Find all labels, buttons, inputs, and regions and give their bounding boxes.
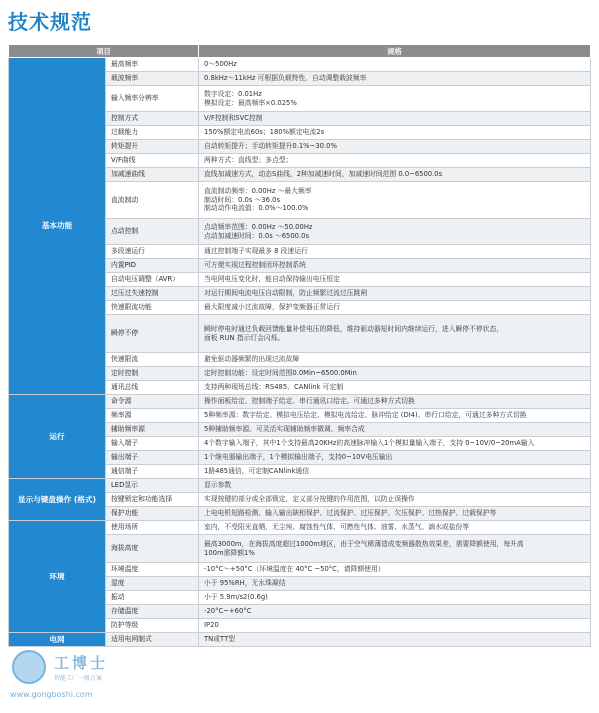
spec-cell	[199, 437, 591, 451]
item-cell: V/F曲线	[106, 154, 199, 168]
item-cell: 多段速运行	[106, 245, 199, 259]
item-cell: 按键锁定和功能选择	[106, 493, 199, 507]
header-item: 项目	[9, 45, 199, 58]
spec-cell	[199, 577, 591, 591]
spec-line: 小于 95%RH，无水珠凝结	[204, 579, 286, 588]
item-cell: 海拔高度	[106, 535, 199, 563]
spec-cell	[199, 367, 591, 381]
category-cell: 运行	[9, 395, 106, 479]
item-cell: 过压过失速控制	[106, 287, 199, 301]
spec-cell	[199, 535, 591, 563]
spec-line: 0～500Hz	[204, 60, 237, 69]
spec-line: IP20	[204, 621, 219, 630]
spec-cell	[199, 140, 591, 154]
spec-cell	[199, 245, 591, 259]
spec-line: 4个数字输入端子，其中1个支持最高20KHz的高速脉冲输入1个模拟量输入端子，支持 0~10V/0~20mA输入	[204, 439, 535, 448]
watermark-url: www.gongboshi.com	[10, 690, 93, 699]
item-cell: 输入频率分辨率	[106, 86, 199, 112]
item-cell: 定时控制	[106, 367, 199, 381]
item-cell: 点动控制	[106, 219, 199, 245]
spec-table-body	[9, 58, 591, 647]
item-cell: 环境温度	[106, 563, 199, 577]
spec-cell	[199, 112, 591, 126]
item-cell: 输入端子	[106, 437, 199, 451]
spec-cell	[199, 395, 591, 409]
page-title: 技术规范	[8, 10, 92, 34]
watermark	[8, 640, 148, 710]
spec-line: 直线加减速方式，动态S曲线，2种加减速时间，加减速时间范围 0.0~6500.0s	[204, 170, 443, 179]
table-row	[9, 521, 591, 535]
table-row	[9, 633, 591, 647]
spec-line: 对运行期间电流电压自动限制，防止频繁过流过压跳闸	[204, 289, 368, 298]
spec-cell	[199, 507, 591, 521]
spec-line: 5种辅助频率源。可灵活实现辅助频率微调、频率合成	[204, 425, 365, 434]
spec-line: -20°C~+60°C	[204, 607, 252, 616]
item-cell: 湿度	[106, 577, 199, 591]
spec-line: 模拟设定：最高频率×0.025%	[204, 98, 297, 107]
spec-cell	[199, 423, 591, 437]
item-cell: 载波频率	[106, 72, 199, 86]
item-cell: 适用电网制式	[106, 633, 199, 647]
spec-line: 通过控制端子实现最多 8 段速运行	[204, 247, 308, 256]
spec-line: 0.8kHz～11kHz 可根据负载特性，自动调整载波频率	[204, 74, 367, 83]
spec-cell	[199, 182, 591, 219]
spec-cell	[199, 259, 591, 273]
watermark-brand: 工博士	[54, 654, 109, 672]
spec-cell	[199, 605, 591, 619]
spec-line: TN或TT型	[204, 635, 236, 644]
spec-line: 5种频率源：数字给定、模拟电压给定、模拟电流给定、脉冲给定 (DI4)、串行口给定，可通过多种方式切换	[204, 411, 527, 420]
spec-line: -10°C～+50°C（环境温度在 40°C ~50°C，请降额使用）	[204, 565, 385, 574]
watermark-sub: 智能工厂一般方案	[54, 675, 103, 682]
item-cell: 转矩提升	[106, 140, 199, 154]
spec-cell	[199, 465, 591, 479]
header-spec: 规格	[199, 45, 591, 58]
item-cell: 通信端子	[106, 465, 199, 479]
spec-line: 1路485通信，可定制CANlink通信	[204, 467, 309, 476]
item-cell: 命令源	[106, 395, 199, 409]
spec-cell	[199, 451, 591, 465]
spec-line: 制动动作电流值：0.0%～100.0%	[204, 204, 309, 213]
item-cell: 快速限流	[106, 353, 199, 367]
spec-line: 上电电机短路检测、输入输出缺相保护、过流保护、过压保护、欠压保护、过热保护、过载保护等	[204, 509, 497, 518]
spec-line: V/F控制和SVC控制	[204, 114, 263, 123]
spec-cell	[199, 353, 591, 367]
category-cell: 电网	[9, 633, 106, 647]
item-cell: 保护功能	[106, 507, 199, 521]
category-cell: 环境	[9, 521, 106, 633]
spec-cell	[199, 591, 591, 605]
category-cell: 基本功能	[9, 58, 106, 395]
spec-cell	[199, 86, 591, 112]
table-row	[9, 479, 591, 493]
item-cell: LED显示	[106, 479, 199, 493]
item-cell: 频率源	[106, 409, 199, 423]
spec-line: 小于 5.9m/s2(0.6g)	[204, 593, 268, 602]
spec-line: 操作面板给定、控制端子给定、串行通讯口给定。可通过多种方式切换	[204, 397, 415, 406]
item-cell: 输出端子	[106, 451, 199, 465]
spec-cell	[199, 273, 591, 287]
spec-line: 最高3000m，在海拔高度超过1000m地区，由于空气稀薄造成变频器散热效果差，需要降额使用，每升高	[204, 540, 524, 549]
spec-cell	[199, 619, 591, 633]
spec-line: 100m需降额1%	[204, 548, 255, 557]
spec-line: 最大限度减小过流故障，保护变频器正常运行	[204, 303, 340, 312]
spec-line: 支持两种现场总线：RS485、CANlink 可定制	[204, 383, 344, 392]
spec-cell	[199, 287, 591, 301]
item-cell: 内置PID	[106, 259, 199, 273]
table-row	[9, 395, 591, 409]
item-cell: 快速限流功能	[106, 301, 199, 315]
item-cell: 辅助频率源	[106, 423, 199, 437]
spec-line: 面板 RUN 指示灯会闪烁。	[204, 333, 285, 342]
item-cell: 使用场所	[106, 521, 199, 535]
robot-logo-icon	[12, 650, 46, 684]
item-cell: 最高频率	[106, 58, 199, 72]
spec-cell	[199, 381, 591, 395]
spec-cell	[199, 493, 591, 507]
spec-line: 实现按键的部分或全部锁定，定义部分按键的作用范围，以防止误操作	[204, 495, 415, 504]
spec-line: 1个继电器输出端子，1个模拟输出端子，支持0~10V电压输出	[204, 453, 393, 462]
spec-line: 可方便实现过程控制闭环控制系统	[204, 261, 306, 270]
spec-cell	[199, 168, 591, 182]
spec-cell	[199, 301, 591, 315]
spec-cell	[199, 409, 591, 423]
spec-line: 两种方式：直线型；多点型；	[204, 156, 293, 165]
spec-cell	[199, 58, 591, 72]
spec-cell	[199, 521, 591, 535]
item-cell: 通讯总线	[106, 381, 199, 395]
spec-cell	[199, 563, 591, 577]
table-row	[9, 58, 591, 72]
spec-cell	[199, 633, 591, 647]
spec-line: 点动频率范围：0.00Hz ～50.00Hz	[204, 223, 313, 232]
spec-table	[8, 44, 591, 647]
spec-cell	[199, 72, 591, 86]
item-cell: 控制方式	[106, 112, 199, 126]
item-cell: 加减速曲线	[106, 168, 199, 182]
spec-line: 室内，不受阳光直晒，无尘埃、腐蚀性气体、可燃性气体、油雾、水蒸气、滴水或盐份等	[204, 523, 470, 532]
spec-line: 定时控制功能：设定时间范围0.0Min~6500.0Min	[204, 369, 357, 378]
spec-line: 避免驱动器频繁的出现过流故障	[204, 355, 300, 364]
item-cell: 存储温度	[106, 605, 199, 619]
item-cell: 自动电压调整（AVR）	[106, 273, 199, 287]
spec-line: 瞬时停电时通过负载回馈能量补偿电压的降低，维持驱动器短时间内继续运行，进入瞬停不停状态，	[204, 325, 504, 334]
category-cell: 显示与键盘操作 (格式)	[9, 479, 106, 521]
spec-cell	[199, 219, 591, 245]
spec-line: 制动时间：0.0s ～36.0s	[204, 195, 280, 204]
spec-line: 显示参数	[204, 481, 232, 490]
table-header-row	[9, 45, 591, 58]
item-cell: 防护等级	[106, 619, 199, 633]
item-cell: 过载能力	[106, 126, 199, 140]
item-cell: 直流制动	[106, 182, 199, 219]
spec-line: 点动加减速时间：0.0s ～6500.0s	[204, 231, 310, 240]
spec-cell	[199, 315, 591, 353]
spec-line: 150%额定电流60s；180%额定电流2s	[204, 128, 325, 137]
spec-line: 当电网电压变化时，能自动保持输出电压恒定	[204, 275, 340, 284]
spec-line: 直流制动频率：0.00Hz ～最大频率	[204, 187, 312, 196]
item-cell: 振动	[106, 591, 199, 605]
spec-line: 自动转矩提升；手动转矩提升0.1%~30.0%	[204, 142, 337, 151]
spec-cell	[199, 126, 591, 140]
spec-line: 数字设定：0.01Hz	[204, 90, 262, 99]
item-cell: 瞬停不停	[106, 315, 199, 353]
spec-cell	[199, 154, 591, 168]
spec-cell	[199, 479, 591, 493]
